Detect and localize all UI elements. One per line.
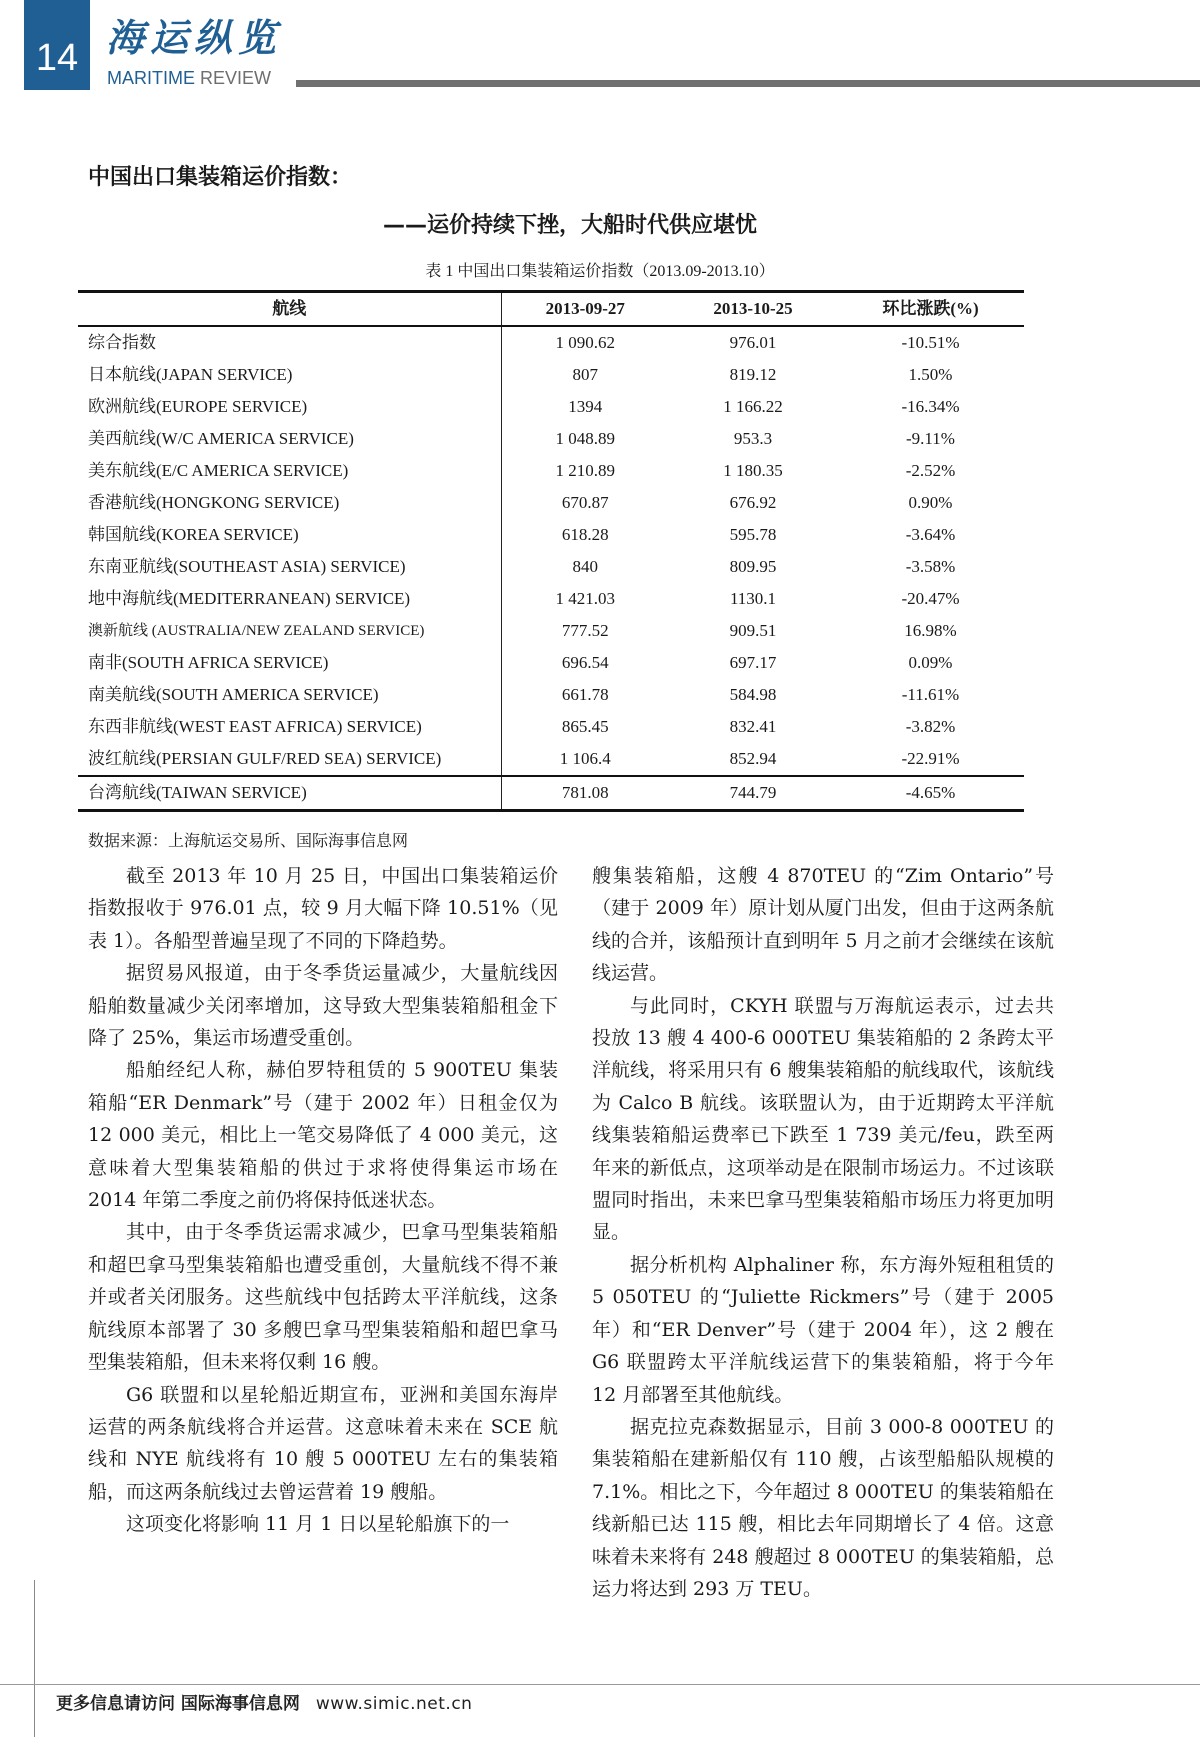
footer bbox=[56, 1693, 472, 1715]
change-percent: 1.50% bbox=[908, 365, 953, 384]
change-percent: -11.61% bbox=[901, 685, 960, 704]
table-row bbox=[78, 679, 1024, 711]
paragraph: 这项变化将影响 11 月 1 日以星轮船旗下的一 bbox=[126, 1513, 510, 1536]
value-2013-10-25: 595.78 bbox=[729, 525, 777, 544]
table-row bbox=[78, 743, 1024, 776]
table-row bbox=[78, 423, 1024, 455]
value-2013-09-27: 840 bbox=[572, 557, 598, 576]
table-row bbox=[78, 551, 1024, 583]
paragraph: 与此同时，CKYH 联盟与万海航运表示，过去共投放 13 艘 4 400-6 000TEU 集装箱船的 2 条跨太平洋航线，将采用只有 6 艘集装箱船的航线取代，该航线为 Calco B 航线。该联盟认为，由于近期跨太平洋航线集装箱船运费率已下跌至 1 739 美元/feu，跌至两年来的新低点，这项举动是在限制市场运力。不过该联盟同时指出，未来巴拿马型集装箱船市场压力将更加明显。 bbox=[592, 994, 1054, 1244]
table-header-row bbox=[78, 292, 1024, 327]
value-2013-10-25: 1130.1 bbox=[729, 589, 777, 608]
magazine-title-en-maritime: MARITIME bbox=[107, 68, 195, 88]
table-caption: 表 1 中国出口集装箱运价指数（2013.09-2013.10） bbox=[425, 263, 775, 280]
paragraph: 据克拉克森数据显示，目前 3 000-8 000TEU 的集装箱船在建新船仅有 110 艘，占该型船船队规模的 7.1%。相比之下，今年超过 8 000TEU 的集装箱船在线新船已达 115 艘，相比去年同期增长了 4 倍。这意味着未来将有 248 艘超过 8 000TEU 的集装箱船，总运力将达到 293 万 TEU。 bbox=[592, 1415, 1054, 1600]
route-cell: 日本航线(JAPAN SERVICE) bbox=[78, 359, 501, 391]
table-row bbox=[78, 615, 1024, 647]
value-2013-09-27: 807 bbox=[572, 365, 598, 384]
footer-url-link[interactable]: www.simic.net.cn bbox=[315, 1694, 473, 1714]
change-percent: -3.64% bbox=[905, 525, 956, 544]
header-route: 航线 bbox=[78, 292, 501, 327]
value-2013-10-25: 1 166.22 bbox=[723, 397, 783, 416]
paragraph: 据贸易风报道，由于冬季货运量减少，大量航线因船舶数量减少关闭率增加，这导致大型集装箱船租金下降了 25%，集运市场遭受重创。 bbox=[88, 962, 558, 1050]
route-cell: 波红航线(PERSIAN GULF/RED SEA) SERVICE) bbox=[78, 743, 501, 776]
change-percent: 0.09% bbox=[908, 653, 953, 672]
value-2013-10-25: 832.41 bbox=[729, 717, 777, 736]
change-percent: -2.52% bbox=[905, 461, 956, 480]
value-2013-10-25: 1 180.35 bbox=[723, 461, 783, 480]
table-row bbox=[78, 583, 1024, 615]
value-2013-09-27: 1 048.89 bbox=[555, 429, 615, 448]
table-row bbox=[78, 455, 1024, 487]
table-row bbox=[78, 711, 1024, 743]
value-2013-10-25: 909.51 bbox=[729, 621, 777, 640]
value-2013-09-27: 661.78 bbox=[561, 685, 609, 704]
route-cell: 美东航线(E/C AMERICA SERVICE) bbox=[78, 455, 501, 487]
change-percent: -4.65% bbox=[837, 776, 1024, 811]
route-cell: 美西航线(W/C AMERICA SERVICE) bbox=[78, 423, 501, 455]
footer-label: 更多信息请访问 国际海事信息网 bbox=[56, 1694, 300, 1714]
route-cell: 台湾航线(TAIWAN SERVICE) bbox=[78, 776, 501, 811]
value-2013-09-27: 1 090.62 bbox=[555, 333, 615, 352]
route-cell: 东南亚航线(SOUTHEAST ASIA) SERVICE) bbox=[78, 551, 501, 583]
header-date-1: 2013-09-27 bbox=[501, 292, 669, 327]
route-cell: 澳新航线 (AUSTRALIA/NEW ZEALAND SERVICE) bbox=[78, 615, 501, 647]
value-2013-09-27: 618.28 bbox=[561, 525, 609, 544]
change-percent: -3.82% bbox=[905, 717, 956, 736]
table-row bbox=[78, 776, 1024, 811]
page-number: 14 bbox=[35, 37, 79, 79]
table-row bbox=[78, 326, 1024, 359]
value-2013-09-27: 1 106.4 bbox=[559, 749, 611, 768]
paragraph: G6 联盟和以星轮船近期宣布，亚洲和美国东海岸运营的两条航线将合并运营。这意味着未来在 SCE 航线和 NYE 航线将有 10 艘 5 000TEU 左右的集装箱船，而这两条航线过去曾运营着 19 艘船。 bbox=[88, 1383, 558, 1503]
footer-divider bbox=[0, 1684, 1200, 1685]
value-2013-10-25: 584.98 bbox=[729, 685, 777, 704]
header-date-2: 2013-10-25 bbox=[669, 292, 837, 327]
magazine-title-en bbox=[107, 68, 271, 88]
route-cell: 东西非航线(WEST EAST AFRICA) SERVICE) bbox=[78, 711, 501, 743]
value-2013-09-27: 1 210.89 bbox=[555, 461, 615, 480]
paragraph-continuation: 艘集装箱船，这艘 4 870TEU 的“Zim Ontario”号（建于 2009 年）原计划从厦门出发，但由于这两条航线的合并，该船预计直到明年 5 月之前才会继续在该航线运营。 bbox=[592, 865, 1054, 985]
value-2013-09-27: 670.87 bbox=[561, 493, 609, 512]
value-2013-10-25: 819.12 bbox=[729, 365, 777, 384]
article-subtitle: ——运价持续下挫，大船时代供应堪忧 bbox=[383, 213, 758, 238]
paragraph: 据分析机构 Alphaliner 称，东方海外短租租赁的 5 050TEU 的“Juliette Rickmers”号（建于 2005 年）和“ER Denver”号（建于 2004 年），这 2 艘在 G6 联盟跨太平洋航线运营下的集装箱船，将于今年 12 月部署至其他航线。 bbox=[592, 1253, 1054, 1406]
header-change: 环比涨跌(%) bbox=[837, 292, 1024, 327]
value-2013-09-27: 696.54 bbox=[561, 653, 609, 672]
value-2013-09-27: 865.45 bbox=[561, 717, 609, 736]
value-2013-10-25: 676.92 bbox=[729, 493, 777, 512]
route-cell: 综合指数 bbox=[78, 326, 501, 359]
route-cell: 韩国航线(KOREA SERVICE) bbox=[78, 519, 501, 551]
route-cell: 欧洲航线(EUROPE SERVICE) bbox=[78, 391, 501, 423]
value-2013-10-25: 953.3 bbox=[733, 429, 773, 448]
value-2013-09-27: 1 421.03 bbox=[555, 589, 615, 608]
change-percent: 16.98% bbox=[904, 621, 957, 640]
change-percent: -3.58% bbox=[905, 557, 956, 576]
table-row bbox=[78, 359, 1024, 391]
change-percent: -20.47% bbox=[901, 589, 960, 608]
change-percent: -16.34% bbox=[901, 397, 960, 416]
change-percent: 0.90% bbox=[908, 493, 953, 512]
value-2013-09-27: 781.08 bbox=[501, 776, 669, 811]
magazine-title-cn: 海运纵览 bbox=[106, 15, 283, 60]
value-2013-09-27: 777.52 bbox=[561, 621, 609, 640]
change-percent: -22.91% bbox=[901, 749, 960, 768]
paragraph: 其中，由于冬季货运需求减少，巴拿马型集装箱船和超巴拿马型集装箱船也遭受重创，大量航线不得不兼并或者关闭服务。这些航线中包括跨太平洋航线，这条航线原本部署了 30 多艘巴拿马型集装箱船和超巴拿马型集装箱船，但未来将仅剩 16 艘。 bbox=[88, 1221, 558, 1374]
change-percent: -10.51% bbox=[901, 333, 960, 352]
table-row bbox=[78, 519, 1024, 551]
value-2013-10-25: 809.95 bbox=[729, 557, 777, 576]
route-cell: 香港航线(HONGKONG SERVICE) bbox=[78, 487, 501, 519]
article-title: 中国出口集装箱运价指数： bbox=[88, 165, 353, 190]
value-2013-10-25: 744.79 bbox=[669, 776, 837, 811]
freight-index-table bbox=[78, 290, 1024, 812]
route-cell: 南非(SOUTH AFRICA SERVICE) bbox=[78, 647, 501, 679]
value-2013-09-27: 1394 bbox=[568, 397, 603, 416]
margin-rule bbox=[34, 1580, 35, 1737]
table-row bbox=[78, 391, 1024, 423]
magazine-title-en-review: REVIEW bbox=[200, 68, 272, 88]
change-percent: -9.11% bbox=[906, 429, 955, 448]
value-2013-10-25: 852.94 bbox=[729, 749, 777, 768]
route-cell: 地中海航线(MEDITERRANEAN) SERVICE) bbox=[78, 583, 501, 615]
paragraph: 截至 2013 年 10 月 25 日，中国出口集装箱运价指数报收于 976.01 点，较 9 月大幅下降 10.51%（见表 1）。各船型普遍呈现了不同的下降趋势。 bbox=[88, 865, 558, 952]
value-2013-10-25: 976.01 bbox=[729, 333, 777, 352]
paragraph: 船舶经纪人称，赫伯罗特租赁的 5 900TEU 集装箱船“ER Denmark”号（建于 2002 年）日租金仅为 12 000 美元，相比上一笔交易降低了 4 000 美元，这意味着大型集装箱船的供过于求将使得集运市场在 2014 年第二季度之前仍将保持低迷状态。 bbox=[88, 1059, 558, 1212]
body-column-right bbox=[592, 860, 1054, 1605]
header-divider-bar bbox=[296, 80, 1200, 87]
route-cell: 南美航线(SOUTH AMERICA SERVICE) bbox=[78, 679, 501, 711]
body-column-left bbox=[88, 860, 558, 1541]
table-row bbox=[78, 487, 1024, 519]
page-number-badge bbox=[24, 0, 90, 90]
table-row bbox=[78, 647, 1024, 679]
table-source-note: 数据来源：上海航运交易所、国际海事信息网 bbox=[88, 833, 409, 850]
value-2013-10-25: 697.17 bbox=[729, 653, 777, 672]
